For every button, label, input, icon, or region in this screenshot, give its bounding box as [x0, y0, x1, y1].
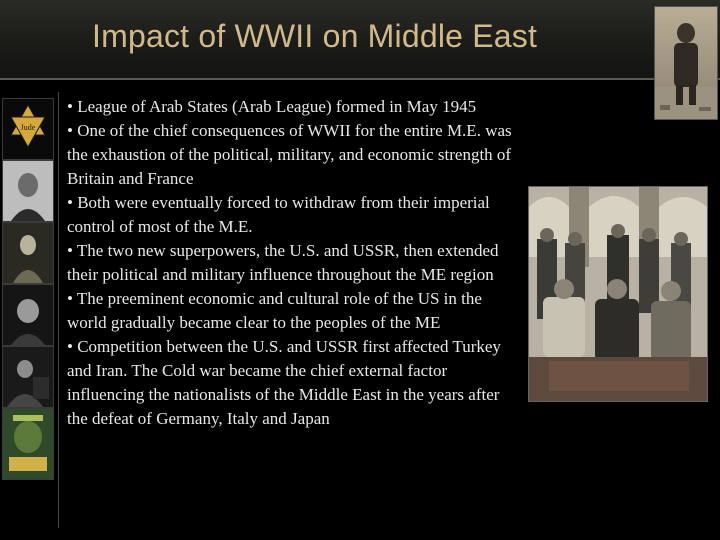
bullet-item: • League of Arab States (Arab League) formed in May 1945: [67, 97, 477, 116]
portrait-3-image: [2, 284, 54, 346]
portrait-3-art: [3, 285, 53, 345]
photo-child-image: [654, 6, 718, 120]
left-image-strip: [0, 98, 56, 530]
star-badge-text: Jude: [20, 123, 36, 132]
portrait-4-image: [2, 346, 54, 408]
bullet-item: • One of the chief consequences of WWII for the entire M.E. was the exhaustion of the political, military, and economic strength of Britain and France: [67, 121, 512, 188]
portrait-4-art: [3, 347, 53, 407]
bullet-item: • Competition between the U.S. and USSR first affected Turkey and Iran. The Cold war became the chief external factor influencing the nationalists of the Middle East in the years after the defeat of Germany, Italy and Japan: [67, 337, 501, 428]
photo-child-art: [655, 7, 717, 119]
portrait-2-art: [3, 223, 53, 283]
portrait-1-art: [3, 161, 53, 221]
yalta-conference-photo: [528, 186, 708, 402]
portrait-1-image: [2, 160, 54, 222]
bullet-item: • The two new superpowers, the U.S. and USSR, then extended their political and military influence throughout the ME region: [67, 241, 499, 284]
star-badge-image: [2, 98, 54, 160]
bullet-list: [67, 95, 517, 431]
slide-title: Impact of WWII on Middle East: [92, 18, 538, 54]
yalta-photo-art: [529, 187, 707, 401]
star-of-david-icon: [3, 99, 53, 159]
left-divider: [58, 92, 59, 528]
title-divider: [0, 78, 720, 80]
portrait-2-image: [2, 222, 54, 284]
poster-art: [3, 409, 53, 479]
bullet-item: • The preeminent economic and cultural role of the US in the world gradually became clear to the peoples of the ME: [67, 289, 482, 332]
bullet-item: • Both were eventually forced to withdraw from their imperial control of most of the M.E.: [67, 193, 490, 236]
poster-image: [2, 408, 54, 480]
